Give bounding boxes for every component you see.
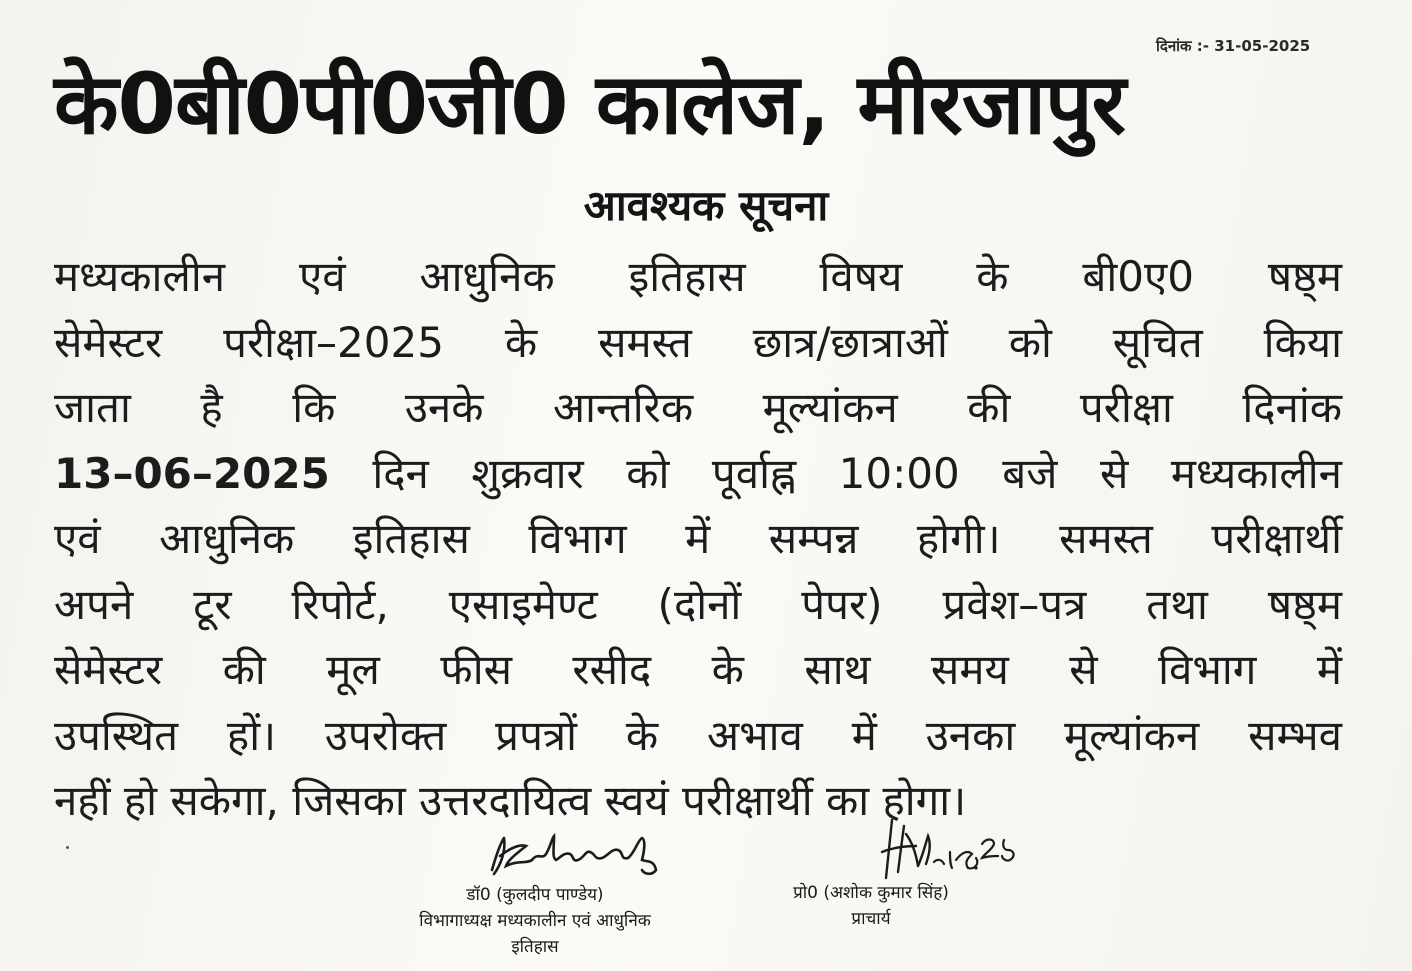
notice-line-2: सेमेस्टर परीक्षा–2025 के समस्त छात्र/छात्राओं को सूचित किया (54, 317, 1342, 367)
notice-line-5: एवं आधुनिक इतिहास विभाग में सम्पन्न होगी। समस्त परीक्षार्थी (54, 514, 1342, 563)
notice-line-8: उपस्थित हों। उपरोक्त प्रपत्रों के अभाव में उनका मूल्यांकन सम्भव (54, 710, 1342, 760)
notice-line-4 (54, 441, 1342, 507)
hod-signature-mark (486, 830, 666, 886)
notice-line-1: मध्यकालीन एवं आधुनिक इतिहास विषय के बी0ए0 षष्ठ्म (54, 252, 1342, 301)
principal-designation: प्राचार्य (851, 909, 891, 929)
exam-date: 13–06–2025 (54, 448, 330, 498)
principal-signature-block (766, 880, 976, 932)
hod-name: डॉ0 (कुलदीप पाण्डेय) (466, 885, 604, 905)
hod-signature-block (370, 882, 700, 960)
notice-line-3: जाता है कि उनके आन्तरिक मूल्यांकन की परीक्षा दिनांक (54, 383, 1342, 432)
notice-line-9: नहीं हो सकेगा, जिसका उत्तरदायित्व स्वयं परीक्षार्थी का होगा। (54, 776, 967, 825)
notice-body (54, 244, 1342, 834)
notice-title: आवश्यक सूचना (583, 181, 829, 230)
notice-line-6: अपने टूर रिपोर्ट, एसाइमेण्ट (दोनों पेपर) प्रवेश–पत्र तथा षष्ठ्म (54, 579, 1342, 629)
exam-day-time: दिन शुक्रवार को पूर्वाह्न 10:00 बजे से मध्यकालीन (329, 448, 1342, 498)
notice-date: दिनांक :- 31-05-2025 (1156, 37, 1311, 55)
hod-designation-cont: इतिहास (511, 937, 559, 957)
college-name-heading: के0बी0पी0जी0 कालेज, मीरजापुर (54, 55, 1126, 153)
paper-speck (66, 846, 69, 849)
notice-line-7: सेमेस्टर की मूल फीस रसीद के साथ समय से विभाग में (54, 645, 1342, 694)
hod-designation: विभागाध्यक्ष मध्यकालीन एवं आधुनिक (419, 911, 651, 931)
principal-name: प्रो0 (अशोक कुमार सिंह) (793, 883, 949, 903)
